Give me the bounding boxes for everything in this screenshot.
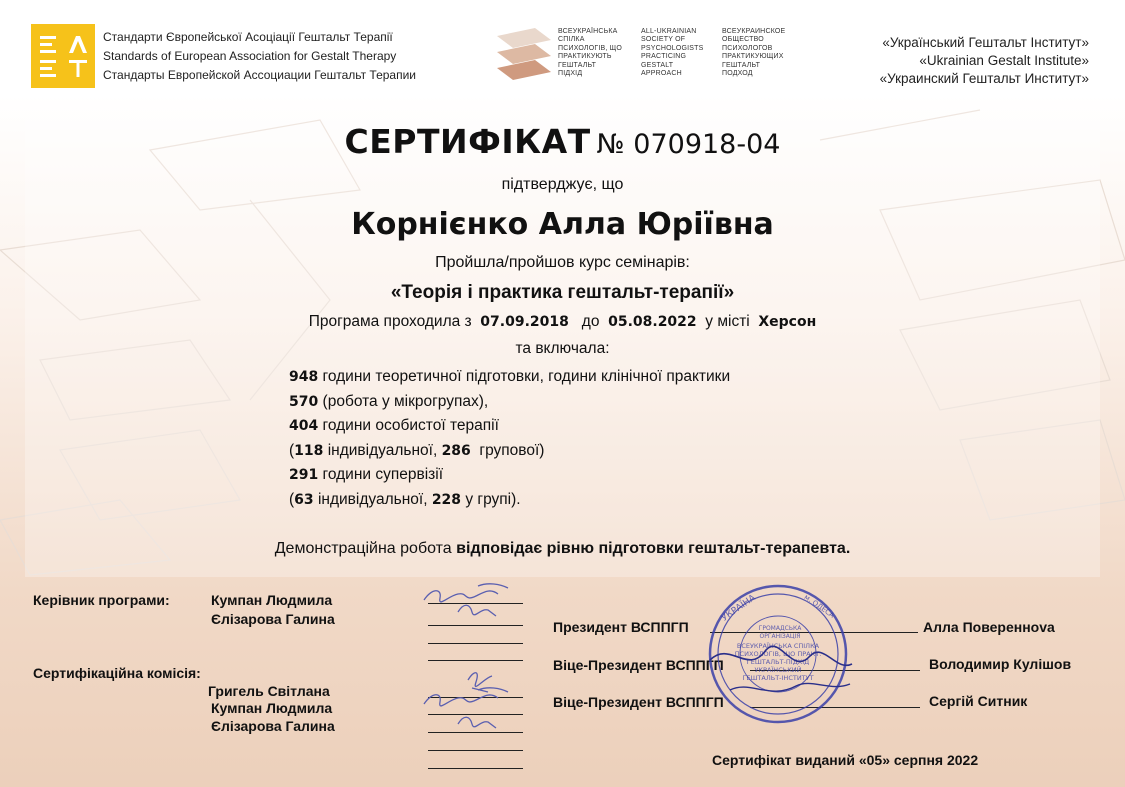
svg-text:ГЕШТАЛЬТ-ПІДХІД: ГЕШТАЛЬТ-ПІДХІД [746,658,810,666]
therapy-hours: 404 години особистої терапії [289,417,499,434]
included-text: та включала: [515,340,610,357]
association-name-en: ALL-UKRAINIAN SOCIETY OF PSYCHOLOGISTS PRACTICING GESTALT APPROACH [641,28,704,78]
svg-text:ВСЕУКРАЇНСЬКА СПІЛКА: ВСЕУКРАЇНСЬКА СПІЛКА [736,642,820,650]
svg-text:м. ОДЕСА: м. ОДЕСА [802,593,836,620]
official-role-3: Віце-Президент ВСППГП [553,694,724,710]
issued-date: Сертифікат виданий «05» серпня 2022 [712,752,979,768]
program-dates: Програма проходила з 07.09.2018 до 05.08.2022 у місті Херсон [308,313,817,330]
certificate-title [0,122,1125,161]
supervision-hours: 291 години супервізії [289,466,444,483]
official-name-1: Алла Поверенноva [923,619,1055,635]
recipient-name: Корнієнко Алла Юріївна [351,207,774,242]
svg-text:ГРОМАДСЬКА: ГРОМАДСЬКА [758,625,802,632]
group-hours: 570 (робота у мікрогрупах), [289,392,489,410]
standards-en: Standards of European Association for Gestalt Therapy [103,49,397,63]
svg-text:УКРАЇНСЬКИЙ: УКРАЇНСЬКИЙ [754,666,802,674]
program-head-1: Кумпан Людмила [211,592,333,608]
svg-text:УКРАЇНА: УКРАЇНА [719,593,758,624]
date-from: 07.09.2018 [480,314,569,330]
official-role-1: Президент ВСППГП [553,619,689,635]
handwritten-signature [418,666,528,748]
official-name-3: Сергій Ситник [929,693,1028,709]
certificate-number: № 070918-04 [596,129,781,160]
commission-member-2: Кумпан Людмила [211,700,333,716]
institute-en: «Ukrainian Gestalt Institute» [919,53,1089,68]
association-logo-icon [495,26,553,88]
city: Херсон [758,314,817,330]
demonstration-statement: Демонстраційна робота відповідає рівню підготовки гештальт-терапевта. [274,540,851,557]
commission-label: Сертифікаційна комісія: [33,665,201,681]
standards-ru: Стандарты Европейской Ассоциации Гештальт Терапии [103,68,417,82]
therapy-breakdown: (118 індивідуальної, 286 групової) [289,441,545,459]
passed-text: Пройшла/пройшов курс семінарів: [435,254,690,271]
signature-line [428,768,523,769]
standards-ua: Стандарти Європейської Асоціації Гештальт Терапії [103,30,393,44]
commission-member-1: Григель Світлана [208,683,330,699]
institute-text [880,34,1089,88]
standards-text [103,28,416,85]
confirms-text: підтверджує, що [501,176,624,193]
svg-text:ОРГАНІЗАЦІЯ: ОРГАНІЗАЦІЯ [759,633,801,640]
svg-text:ГЕШТАЛЬТ-ІНСТИТУТ: ГЕШТАЛЬТ-ІНСТИТУТ [742,674,814,682]
official-role-2: Віце-Президент ВСППГП [553,657,724,673]
official-stamp-icon [700,580,860,730]
commission-member-3: Єлізарова Галина [211,718,335,734]
handwritten-signature [418,578,528,628]
signature-line [428,750,523,751]
eagt-logo [31,24,95,88]
course-name: «Теорія і практика гештальт-терапії» [390,282,735,303]
svg-text:ПСИХОЛОГІВ, ЩО ПРАКТ.: ПСИХОЛОГІВ, ЩО ПРАКТ. [734,650,822,658]
signature-line [428,660,523,661]
theory-hours: 948 години теоретичної підготовки, години клінічної практики [289,368,731,385]
association-name-ua: ВСЕУКРАЇНСЬКА СПІЛКА ПСИХОЛОГІВ, ЩО ПРАКТИКУЮТЬ ГЕШТАЛЬТ ПІДХІД [558,28,623,78]
program-head-2: Єлізарова Галина [211,611,335,627]
official-name-2: Володимир Кулішов [929,656,1072,672]
date-to: 05.08.2022 [608,314,697,330]
program-head-label: Керівник програми: [33,592,170,608]
supervision-breakdown: (63 індивідуальної, 228 у групі). [289,490,521,508]
hours-list [289,365,730,512]
association-name-ru: ВСЕУКРАИНСКОЕ ОБЩЕСТВО ПСИХОЛОГОВ ПРАКТИКУЮЩИХ ГЕШТАЛЬТ ПОДХОД [722,28,786,78]
institute-ru: «Украинский Гештальт Институт» [879,71,1089,86]
institute-ua: «Український Гештальт Інститут» [882,35,1089,50]
signature-line [428,643,523,644]
certificate-word: СЕРТИФІКАТ [344,122,591,161]
